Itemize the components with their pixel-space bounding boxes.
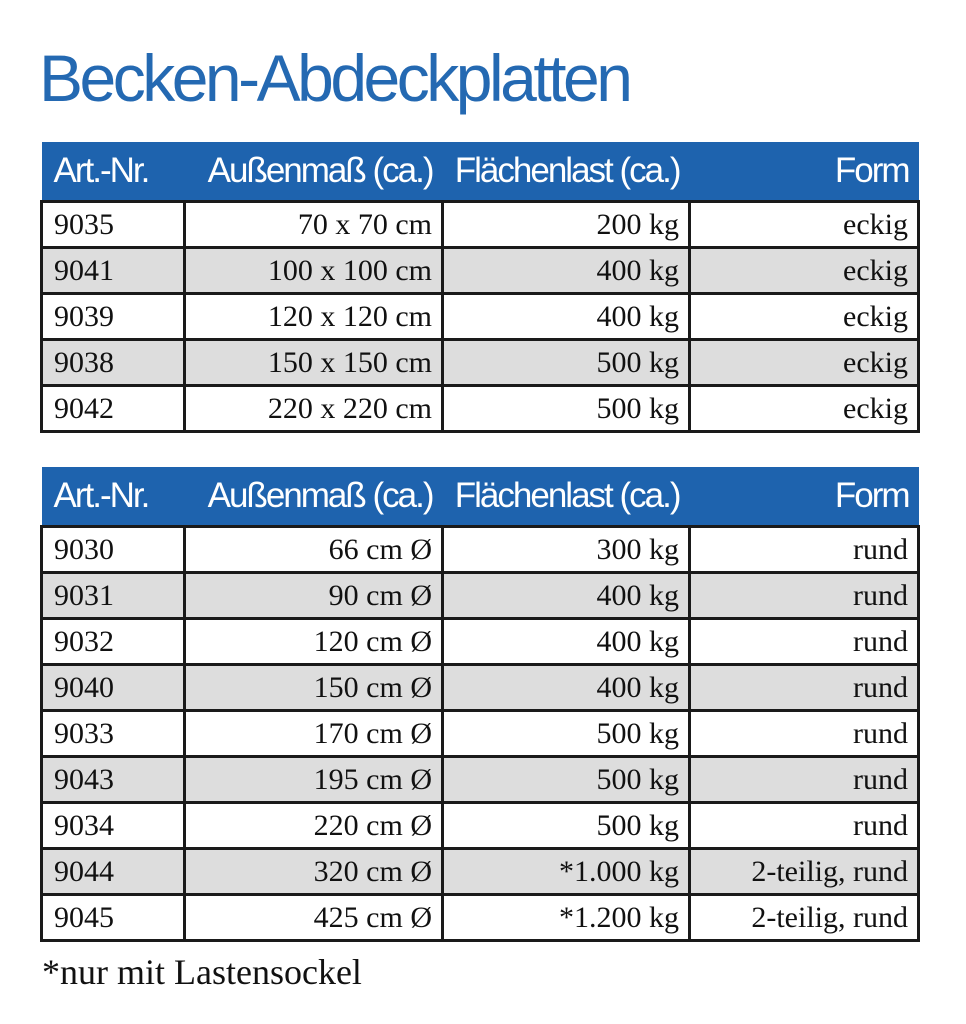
cell-form: rund [690, 527, 919, 573]
table-row [42, 202, 919, 248]
column-header-form: Form [690, 467, 919, 527]
table-row [42, 248, 919, 294]
cell-art-nr: 9044 [42, 849, 185, 895]
table-row [42, 665, 919, 711]
column-header-form: Form [690, 142, 919, 202]
cell-form: eckig [690, 386, 919, 432]
cell-art-nr: 9034 [42, 803, 185, 849]
cell-form: eckig [690, 248, 919, 294]
cell-form: eckig [690, 202, 919, 248]
cell-form: rund [690, 757, 919, 803]
column-header-aussenmass: Außenmaß (ca.) [185, 467, 443, 527]
column-header-flaechenlast: Flächenlast (ca.) [443, 142, 690, 202]
cell-form: rund [690, 573, 919, 619]
cell-aussenmass: 100 x 100 cm [185, 248, 443, 294]
cell-aussenmass: 220 cm Ø [185, 803, 443, 849]
table-row [42, 294, 919, 340]
column-header-aussenmass: Außenmaß (ca.) [185, 142, 443, 202]
table-header-row [42, 142, 919, 202]
cell-flaechenlast: 400 kg [443, 294, 690, 340]
cell-art-nr: 9038 [42, 340, 185, 386]
cell-aussenmass: 70 x 70 cm [185, 202, 443, 248]
table-row [42, 895, 919, 941]
cell-form: rund [690, 665, 919, 711]
table-row [42, 527, 919, 573]
cell-form: eckig [690, 340, 919, 386]
cell-aussenmass: 425 cm Ø [185, 895, 443, 941]
column-header-art-nr: Art.-Nr. [42, 467, 185, 527]
spec-table-rund [40, 467, 920, 942]
cell-art-nr: 9039 [42, 294, 185, 340]
cell-aussenmass: 120 x 120 cm [185, 294, 443, 340]
cell-aussenmass: 320 cm Ø [185, 849, 443, 895]
cell-flaechenlast: 400 kg [443, 573, 690, 619]
cell-flaechenlast: *1.000 kg [443, 849, 690, 895]
cell-flaechenlast: 500 kg [443, 757, 690, 803]
cell-aussenmass: 90 cm Ø [185, 573, 443, 619]
table-row [42, 757, 919, 803]
table-row [42, 711, 919, 757]
cell-art-nr: 9042 [42, 386, 185, 432]
cell-aussenmass: 170 cm Ø [185, 711, 443, 757]
cell-art-nr: 9043 [42, 757, 185, 803]
cell-aussenmass: 150 cm Ø [185, 665, 443, 711]
column-header-flaechenlast: Flächenlast (ca.) [443, 467, 690, 527]
table-row [42, 619, 919, 665]
cell-form: eckig [690, 294, 919, 340]
cell-art-nr: 9040 [42, 665, 185, 711]
cell-art-nr: 9032 [42, 619, 185, 665]
cell-aussenmass: 220 x 220 cm [185, 386, 443, 432]
cell-form: rund [690, 711, 919, 757]
table-row [42, 340, 919, 386]
cell-aussenmass: 150 x 150 cm [185, 340, 443, 386]
cell-flaechenlast: 400 kg [443, 665, 690, 711]
cell-flaechenlast: 300 kg [443, 527, 690, 573]
cell-aussenmass: 66 cm Ø [185, 527, 443, 573]
table-row [42, 386, 919, 432]
cell-flaechenlast: 500 kg [443, 340, 690, 386]
table-row [42, 849, 919, 895]
cell-art-nr: 9030 [42, 527, 185, 573]
table-header-row [42, 467, 919, 527]
cell-art-nr: 9035 [42, 202, 185, 248]
cell-flaechenlast: *1.200 kg [443, 895, 690, 941]
cell-aussenmass: 195 cm Ø [185, 757, 443, 803]
table-row [42, 573, 919, 619]
spec-table-eckig [40, 142, 920, 433]
cell-flaechenlast: 500 kg [443, 386, 690, 432]
cell-flaechenlast: 400 kg [443, 248, 690, 294]
cell-flaechenlast: 500 kg [443, 803, 690, 849]
column-header-art-nr: Art.-Nr. [42, 142, 185, 202]
cell-form: 2-teilig, rund [690, 849, 919, 895]
cell-form: rund [690, 619, 919, 665]
cell-form: 2-teilig, rund [690, 895, 919, 941]
footnote: *nur mit Lastensockel [42, 952, 362, 992]
table-row [42, 803, 919, 849]
cell-form: rund [690, 803, 919, 849]
page-title: Becken-Abdeckplatten [39, 41, 630, 115]
cell-art-nr: 9041 [42, 248, 185, 294]
cell-aussenmass: 120 cm Ø [185, 619, 443, 665]
cell-art-nr: 9031 [42, 573, 185, 619]
cell-art-nr: 9033 [42, 711, 185, 757]
cell-art-nr: 9045 [42, 895, 185, 941]
cell-flaechenlast: 500 kg [443, 711, 690, 757]
cell-flaechenlast: 400 kg [443, 619, 690, 665]
cell-flaechenlast: 200 kg [443, 202, 690, 248]
